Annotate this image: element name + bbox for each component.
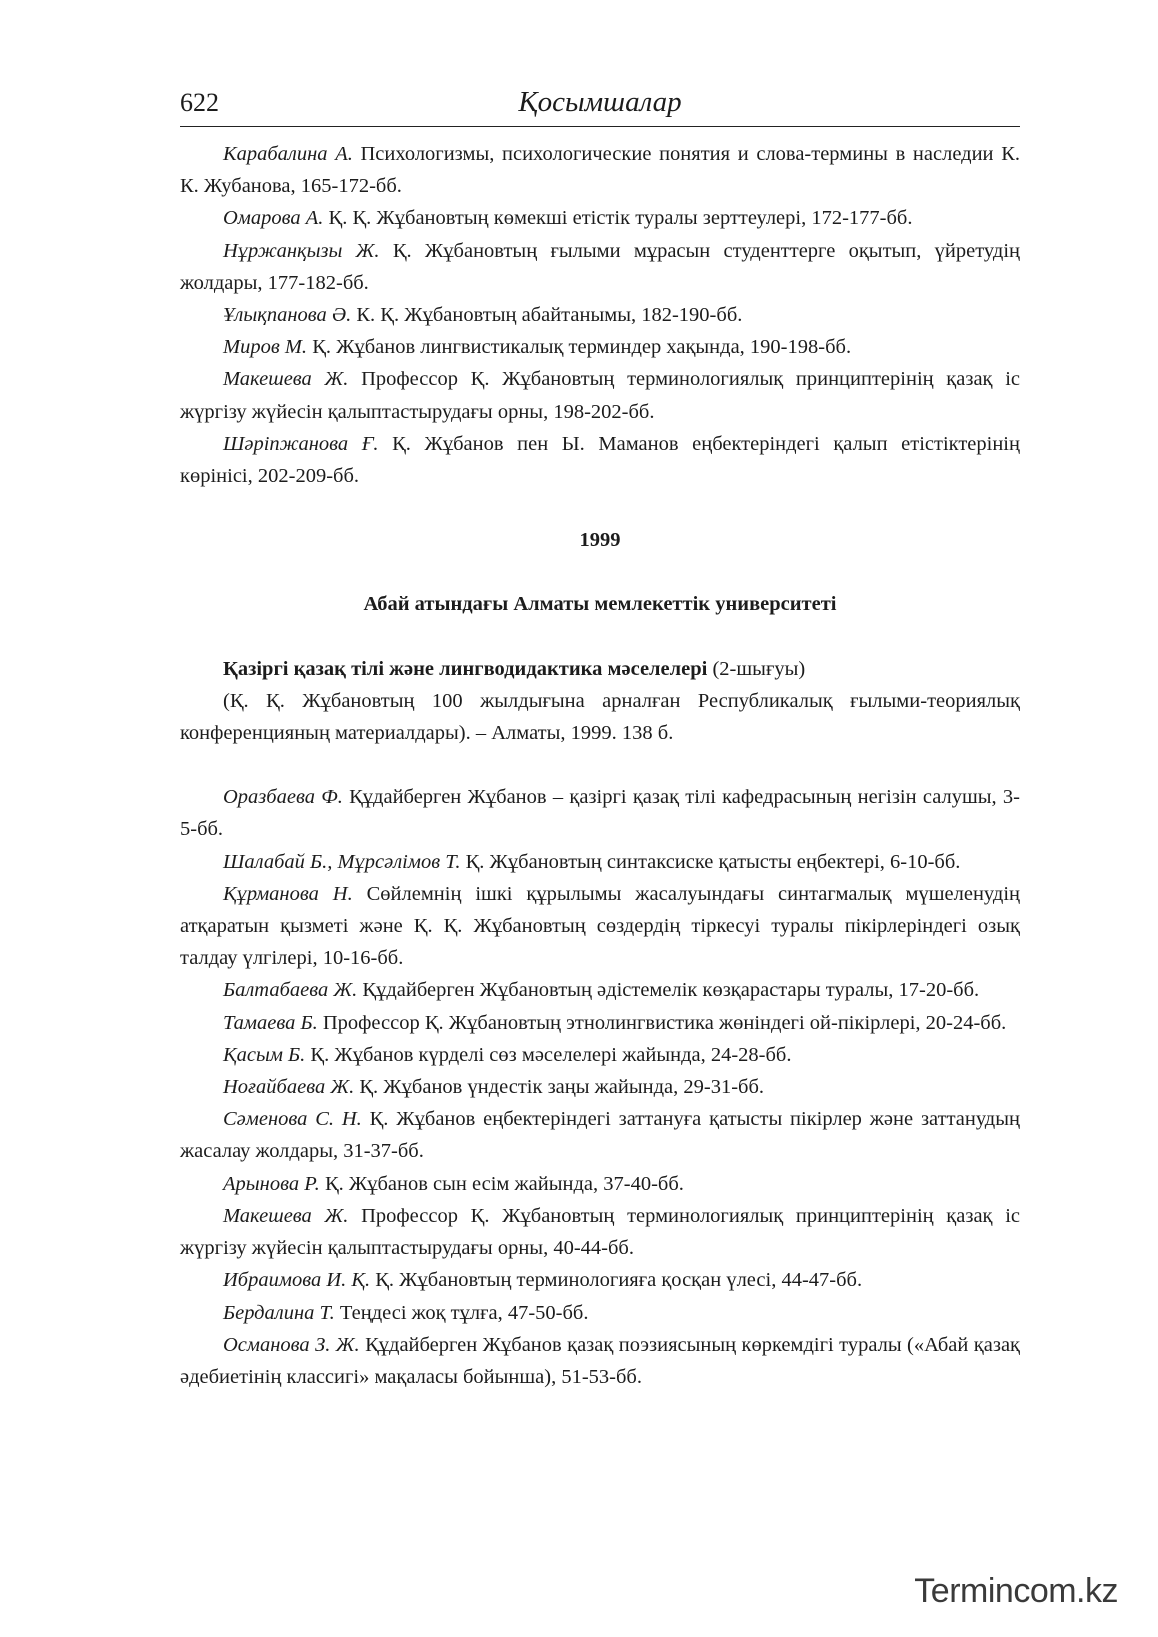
- bibliography-entry: [180, 878, 1020, 975]
- entry-author: Ноғайбаева Ж.: [223, 1076, 355, 1099]
- bibliography-entry: [180, 1297, 1020, 1329]
- entry-text: Қ. Қ. Жұбановтың көмекші етістік туралы зерттеулері, 172-177-бб.: [323, 207, 913, 230]
- entry-text: Қ. Жұбанов күрделі сөз мәселелері жайында, 24-28-бб.: [305, 1043, 792, 1066]
- site-watermark: Termincom.kz: [914, 1572, 1118, 1610]
- collection-title-line: [180, 653, 1020, 685]
- entry-text: Қ. Жұбанов үндестік заңы жайында, 29-31-бб.: [354, 1076, 765, 1099]
- bibliography-entry: [180, 299, 1020, 331]
- university-heading: Абай атындағы Алматы мемлекеттік университеті: [363, 593, 837, 616]
- page-header: [180, 86, 1020, 127]
- entry-author: Макешева Ж.: [223, 368, 349, 391]
- entries-bottom: [180, 781, 1020, 1393]
- bibliography-entry: [180, 1103, 1020, 1167]
- entry-text: Құдайберген Жұбанов қазақ поэзиясының көркемдігі туралы («Абай қазақ әдебиетінің классигі» мақаласы бойынша), 51-53-бб.: [180, 1333, 1021, 1388]
- entry-author: Макешева Ж.: [223, 1204, 349, 1227]
- bibliography-entry: [180, 235, 1020, 299]
- bibliography-entry: [180, 846, 1020, 878]
- entry-author: Бердалина Т.: [223, 1301, 335, 1324]
- bibliography-entry: [180, 428, 1020, 492]
- entry-text: Қ. Жұбановтың ғылыми мұрасын студенттерге оқытып, үйретудің жолдары, 177-182-бб.: [180, 239, 1020, 294]
- entry-text: Психологизмы, психологические понятия и слова-термины в наследии К. К. Жубанова, 165-172-бб.: [180, 143, 1020, 198]
- entry-text: Құдайберген Жұбанов – қазіргі қазақ тілі кафедрасының негізін салушы, 3-5-бб.: [180, 786, 1020, 841]
- collection-issue: (2-шығуы): [707, 657, 806, 680]
- entry-text: К. Қ. Жұбановтың абайтанымы, 182-190-бб.: [351, 304, 743, 327]
- bibliography-entry: [180, 331, 1020, 363]
- bibliography-entry: [180, 1329, 1020, 1393]
- bibliography-entry: [180, 1071, 1020, 1103]
- entry-text: Теңдесі жоқ тұлға, 47-50-бб.: [334, 1301, 589, 1324]
- entry-text: Қ. Жұбанов лингвистикалық терминдер хақында, 190-198-бб.: [307, 336, 852, 359]
- entry-text: Құдайберген Жұбановтың әдістемелік көзқарастары туралы, 17-20-бб.: [357, 979, 980, 1002]
- entry-author: Құрманова Н.: [223, 882, 353, 905]
- entry-text: Қ. Жұбановтың терминологияға қосқан үлесі, 44-47-бб.: [370, 1269, 863, 1292]
- collection-title: Қазіргі қазақ тілі және лингводидактика мәселелері: [223, 657, 708, 680]
- entry-author: Балтабаева Ж.: [223, 979, 358, 1002]
- entry-author: Ұлықпанова Ә.: [223, 304, 352, 327]
- bibliography-entry: [180, 363, 1020, 427]
- entry-author: Оразбаева Ф.: [223, 786, 343, 809]
- entry-author: Омарова А.: [223, 207, 324, 230]
- entry-text: Сөйлемнің ішкі құрылымы жасалуындағы синтагмалық мүшеленудің атқаратын қызметі және Қ. Қ. Жұбановтың сөздердің тіркесуі туралы пікірлеріндегі озық талдау үлгілері, 10-16-бб.: [180, 882, 1020, 970]
- page-number: 622: [180, 88, 219, 117]
- running-title: Қосымшалар: [518, 86, 682, 118]
- entry-text: Профессор Қ. Жұбановтың этнолингвистика жөніндегі ой-пікірлері, 20-24-бб.: [317, 1011, 1007, 1034]
- entry-text: Профессор Қ. Жұбановтың терминологиялық принциптерінің қазақ іс жүргізу жүйесін қалыптастырудағы орны, 40-44-бб.: [180, 1204, 1020, 1260]
- bibliography-entry: [180, 1007, 1020, 1039]
- entry-author: Нұржанқызы Ж.: [223, 239, 380, 262]
- bibliography-entry: [180, 1264, 1020, 1296]
- bibliography-entry: [180, 1200, 1020, 1264]
- collection-description: (Қ. Қ. Жұбановтың 100 жылдығына арналған Республикалық ғылыми-теориялық конференцияның материалдары). – Алматы, 1999. 138 б.: [180, 689, 1020, 745]
- entry-author: Шалабай Б., Мұрсәлімов Т.: [223, 850, 461, 873]
- bibliography-entry: [180, 1039, 1020, 1071]
- bibliography-entry: [180, 138, 1020, 202]
- entry-author: Османова З. Ж.: [223, 1333, 360, 1356]
- bibliography-entry: [180, 202, 1020, 234]
- entry-author: Сәменова С. Н.: [223, 1108, 362, 1131]
- entry-author: Арынова Р.: [223, 1172, 320, 1195]
- entry-author: Қасым Б.: [223, 1043, 306, 1066]
- entries-top: [180, 138, 1020, 492]
- entry-author: Ибраимова И. Қ.: [223, 1269, 371, 1292]
- entry-author: Шәріпжанова Ғ.: [223, 432, 379, 455]
- entry-text: Қ. Жұбанов еңбектеріндегі заттануға қатысты пікірлер және заттанудың жасалау жолдары, 31-37-бб.: [180, 1108, 1020, 1163]
- entry-text: Профессор Қ. Жұбановтың терминологиялық принциптерінің қазақ іс жүргізу жүйесін қалыптастырудағы орны, 198-202-бб.: [180, 368, 1020, 423]
- year-heading: 1999: [579, 529, 621, 552]
- bibliography-entry: [180, 1168, 1020, 1200]
- entry-author: Карабалина А.: [223, 143, 353, 165]
- bibliography-entry: [180, 974, 1020, 1006]
- entry-text: Қ. Жұбанов сын есім жайында, 37-40-бб.: [319, 1172, 684, 1195]
- entry-text: Қ. Жұбанов пен Ы. Маманов еңбектеріндегі қалып етістіктерінің көрінісі, 202-209-бб.: [180, 432, 1020, 488]
- entry-author: Тамаева Б.: [223, 1011, 318, 1034]
- entry-text: Қ. Жұбановтың синтаксиске қатысты еңбектері, 6-10-бб.: [460, 850, 961, 873]
- entry-author: Миров М.: [223, 336, 308, 359]
- page-content: [180, 138, 1020, 1393]
- bibliography-entry: [180, 781, 1020, 845]
